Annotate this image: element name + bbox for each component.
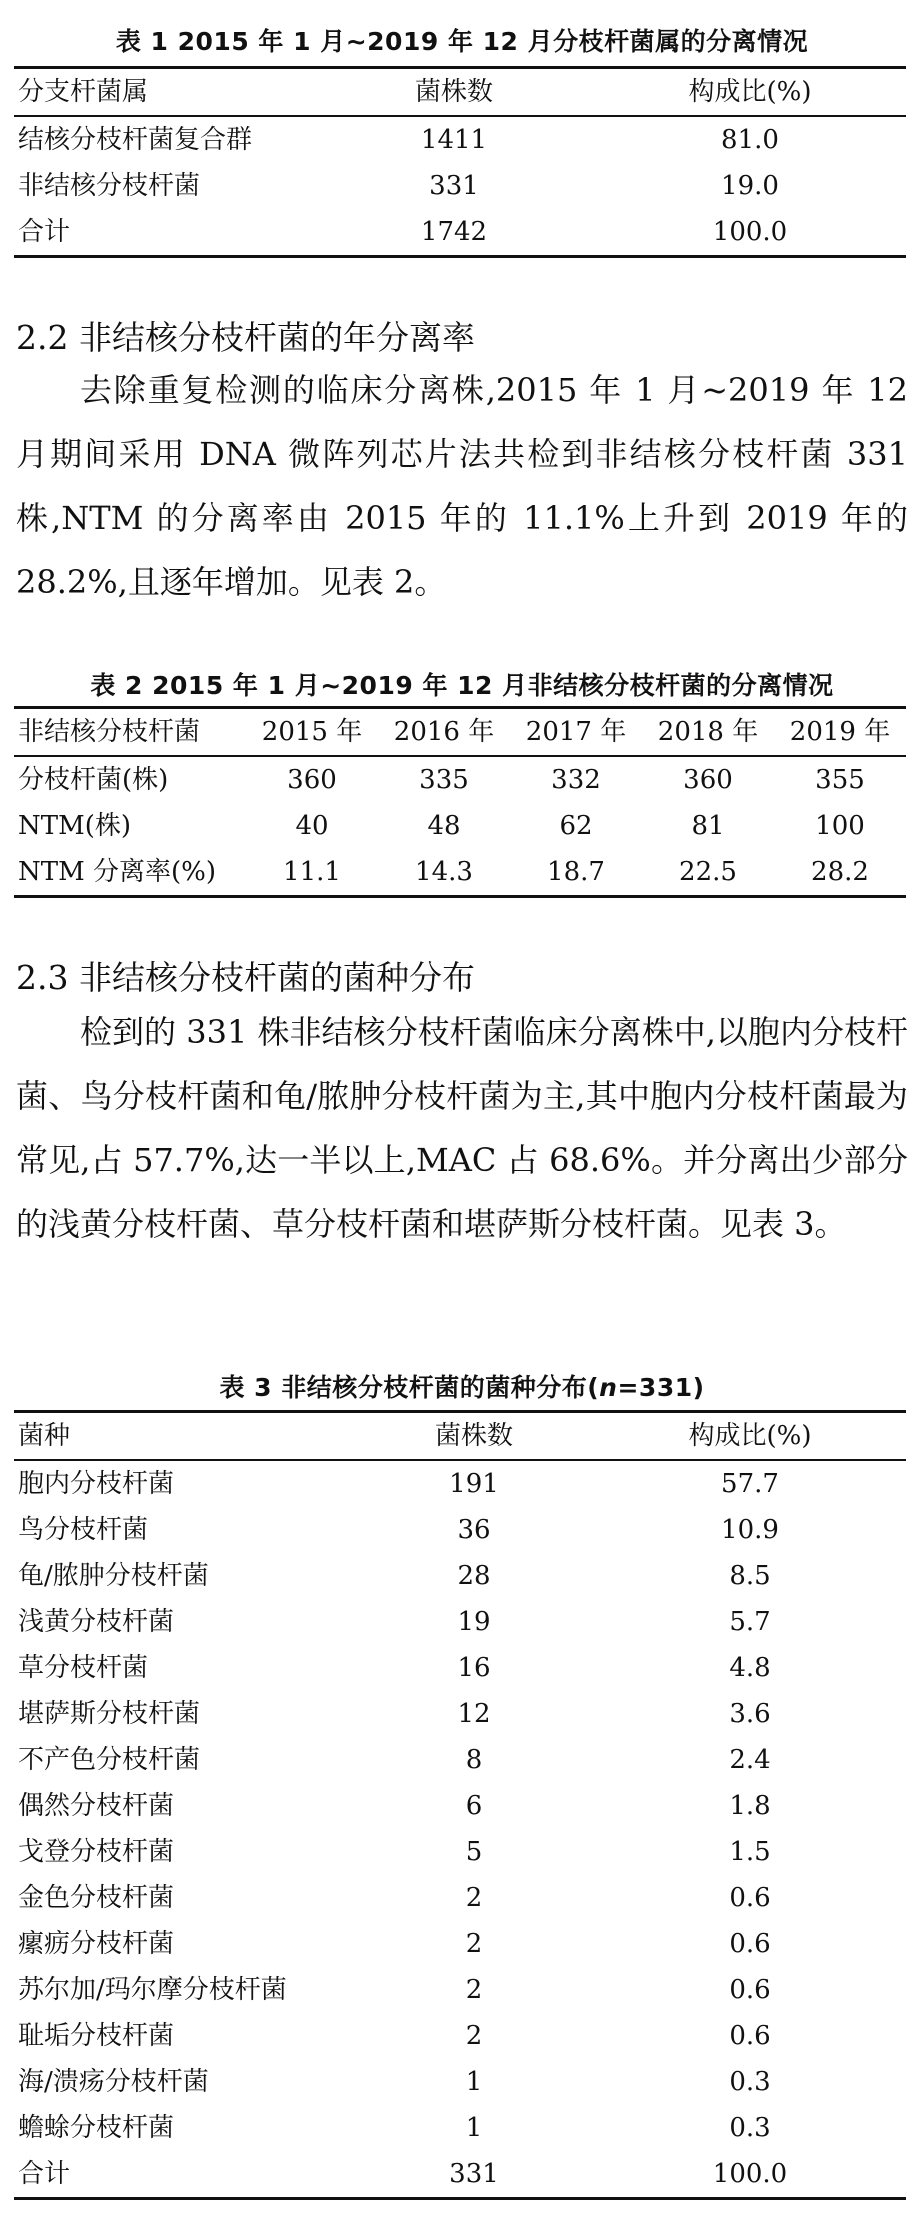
table-cell: 100 — [815, 811, 865, 841]
table-cell: 331 — [354, 2151, 594, 2199]
table-row — [14, 2105, 906, 2151]
table-cell: 0.6 — [729, 1883, 771, 1913]
section-heading-2-2: 2.2 非结核分枝杆菌的年分离率 — [16, 318, 475, 357]
table1-caption: 表 1 2015 年 1 月~2019 年 12 月分枝杆菌属的分离情况 — [115, 27, 809, 56]
table-row — [14, 163, 906, 209]
table-row — [14, 209, 906, 257]
table-cell: 0.6 — [729, 2021, 771, 2051]
table-cell: 2.4 — [729, 1745, 771, 1775]
table-cell: 偶然分枝杆菌 — [18, 1791, 175, 1821]
table3-header-cell: 菌种 — [14, 1412, 354, 1461]
table-cell: 12 — [457, 1699, 491, 1729]
table-cell: 0.3 — [729, 2113, 771, 2143]
table-cell: 分枝杆菌(株) — [18, 765, 169, 795]
table-cell: 355 — [815, 765, 865, 795]
table-cell: 28 — [457, 1561, 491, 1591]
table-row — [14, 1691, 906, 1737]
table2-header-cell: 2018 年 — [642, 708, 774, 757]
table-row — [14, 756, 906, 803]
table-cell: 1 — [465, 2067, 483, 2097]
table-cell: 331 — [429, 171, 479, 201]
table1-header-row — [14, 68, 906, 117]
table-row — [14, 1737, 906, 1783]
table-cell: 4.8 — [729, 1653, 771, 1683]
table-cell: 360 — [683, 765, 733, 795]
table3-header-row — [14, 1412, 906, 1461]
table-cell: 8.5 — [729, 1561, 771, 1591]
table-cell: 18.7 — [510, 849, 642, 897]
table-cell: 6 — [465, 1791, 483, 1821]
table-cell: NTM(株) — [18, 811, 132, 841]
table-cell: 332 — [551, 765, 601, 795]
table-cell: 191 — [449, 1469, 499, 1499]
table-cell: 胞内分枝杆菌 — [18, 1469, 175, 1499]
table-cell: 5.7 — [729, 1607, 771, 1637]
table-row — [14, 1599, 906, 1645]
table-cell: 36 — [457, 1515, 491, 1545]
table3-caption-n: n — [599, 1373, 618, 1402]
table-cell: 合计 — [14, 2151, 354, 2199]
table-row — [14, 1829, 906, 1875]
table-cell: 19 — [457, 1607, 491, 1637]
table1-header-cell: 分支杆菌属 — [14, 68, 314, 117]
table-row — [14, 2151, 906, 2199]
table-cell: 1411 — [420, 125, 488, 155]
table-cell: 100.0 — [594, 2151, 906, 2199]
table-cell: 1.8 — [729, 1791, 771, 1821]
table-cell: 堪萨斯分枝杆菌 — [18, 1699, 201, 1729]
table2-header-cell: 2017 年 — [510, 708, 642, 757]
table-cell: 19.0 — [721, 171, 779, 201]
table-cell: 1.5 — [729, 1837, 771, 1867]
table1-header-cell: 构成比(%) — [594, 68, 906, 117]
table-cell: 16 — [457, 1653, 491, 1683]
table-cell: 1 — [465, 2113, 483, 2143]
table-cell: 5 — [465, 1837, 483, 1867]
table-cell: 苏尔加/玛尔摩分枝杆菌 — [18, 1975, 287, 2005]
table2-header-cell: 2016 年 — [378, 708, 510, 757]
section-heading-2-3: 2.3 非结核分枝杆菌的菌种分布 — [16, 958, 475, 997]
table-row — [14, 2059, 906, 2105]
table-cell: 2 — [465, 1883, 483, 1913]
table-cell: 3.6 — [729, 1699, 771, 1729]
table-cell: 22.5 — [642, 849, 774, 897]
table-cell: 10.9 — [721, 1515, 779, 1545]
table-cell: 28.2 — [774, 849, 906, 897]
table3-caption — [0, 1368, 924, 1404]
table-cell: 2 — [465, 1929, 483, 1959]
table-cell: 48 — [427, 811, 461, 841]
table-cell: 1742 — [314, 209, 594, 257]
table-cell: 蟾蜍分枝杆菌 — [18, 2113, 175, 2143]
table-row — [14, 849, 906, 897]
table-row — [14, 803, 906, 849]
table-cell: 龟/脓肿分枝杆菌 — [18, 1561, 209, 1591]
table-cell: 360 — [287, 765, 337, 795]
section-2-3-paragraph: 检到的 331 株非结核分枝杆菌临床分离株中,以胞内分枝杆菌、鸟分枝杆菌和龟/脓肿分枝杆菌为主,其中胞内分枝杆菌最为常见,占 57.7%,达一半以上,MAC 占 68.6%。并分离出少部分的浅黄分枝杆菌、草分枝杆菌和堪萨斯分枝杆菌。见表 3。 — [16, 1013, 908, 1243]
table1-header-cell: 菌株数 — [314, 68, 594, 117]
table-cell: 结核分枝杆菌复合群 — [18, 125, 253, 155]
table-cell: 鸟分枝杆菌 — [18, 1515, 149, 1545]
table-cell: 81.0 — [721, 125, 779, 155]
table-cell: 62 — [559, 811, 593, 841]
table2-header-cell: 2015 年 — [246, 708, 378, 757]
table-cell: 海/溃疡分枝杆菌 — [18, 2067, 209, 2097]
table-cell: 浅黄分枝杆菌 — [18, 1607, 175, 1637]
table-row — [14, 116, 906, 163]
table2 — [14, 706, 906, 898]
table-cell: 40 — [295, 811, 329, 841]
table-cell: NTM 分离率(%) — [14, 849, 246, 897]
table-cell: 非结核分枝杆菌 — [18, 171, 201, 201]
section-2-2-paragraph: 去除重复检测的临床分离株,2015 年 1 月~2019 年 12 月期间采用 DNA 微阵列芯片法共检到非结核分枝杆菌 331 株,NTM 的分离率由 2015 年的 11.1%上升到 2019 年的 28.2%,且逐年增加。见表 2。 — [16, 371, 908, 601]
table-row — [14, 1507, 906, 1553]
table-cell: 335 — [419, 765, 469, 795]
table3-caption-suffix: =331) — [617, 1373, 705, 1402]
table-cell: 81 — [691, 811, 725, 841]
table-cell: 57.7 — [721, 1469, 779, 1499]
table-cell: 耻垢分枝杆菌 — [18, 2021, 175, 2051]
table-row — [14, 1921, 906, 1967]
table-cell: 戈登分枝杆菌 — [18, 1837, 175, 1867]
table2-header-cell: 非结核分枝杆菌 — [14, 708, 246, 757]
table-cell: 11.1 — [246, 849, 378, 897]
table-cell: 14.3 — [378, 849, 510, 897]
table-cell: 瘰疬分枝杆菌 — [18, 1929, 175, 1959]
table-cell: 2 — [465, 2021, 483, 2051]
table-cell: 8 — [465, 1745, 483, 1775]
table-cell: 0.6 — [729, 1975, 771, 2005]
table-row — [14, 1875, 906, 1921]
table-cell: 不产色分枝杆菌 — [18, 1745, 201, 1775]
table2-header-cell: 2019 年 — [774, 708, 906, 757]
table-cell: 0.6 — [729, 1929, 771, 1959]
table3-header-cell: 菌株数 — [354, 1412, 594, 1461]
table2-caption: 表 2 2015 年 1 月~2019 年 12 月非结核分枝杆菌的分离情况 — [90, 671, 834, 700]
table2-header-row — [14, 708, 906, 757]
table-cell: 100.0 — [594, 209, 906, 257]
table-cell: 0.3 — [729, 2067, 771, 2097]
table3-caption-prefix: 表 3 非结核分枝杆菌的菌种分布( — [219, 1373, 600, 1402]
table-cell: 草分枝杆菌 — [18, 1653, 149, 1683]
table3 — [14, 1410, 906, 2200]
table-cell: 金色分枝杆菌 — [18, 1883, 175, 1913]
table-row — [14, 1967, 906, 2013]
table-cell: 合计 — [14, 209, 314, 257]
table3-header-cell: 构成比(%) — [594, 1412, 906, 1461]
table-row — [14, 1645, 906, 1691]
table1 — [14, 66, 906, 258]
table-row — [14, 1783, 906, 1829]
table-cell: 2 — [465, 1975, 483, 2005]
table-row — [14, 2013, 906, 2059]
table-row — [14, 1553, 906, 1599]
table-row — [14, 1460, 906, 1507]
